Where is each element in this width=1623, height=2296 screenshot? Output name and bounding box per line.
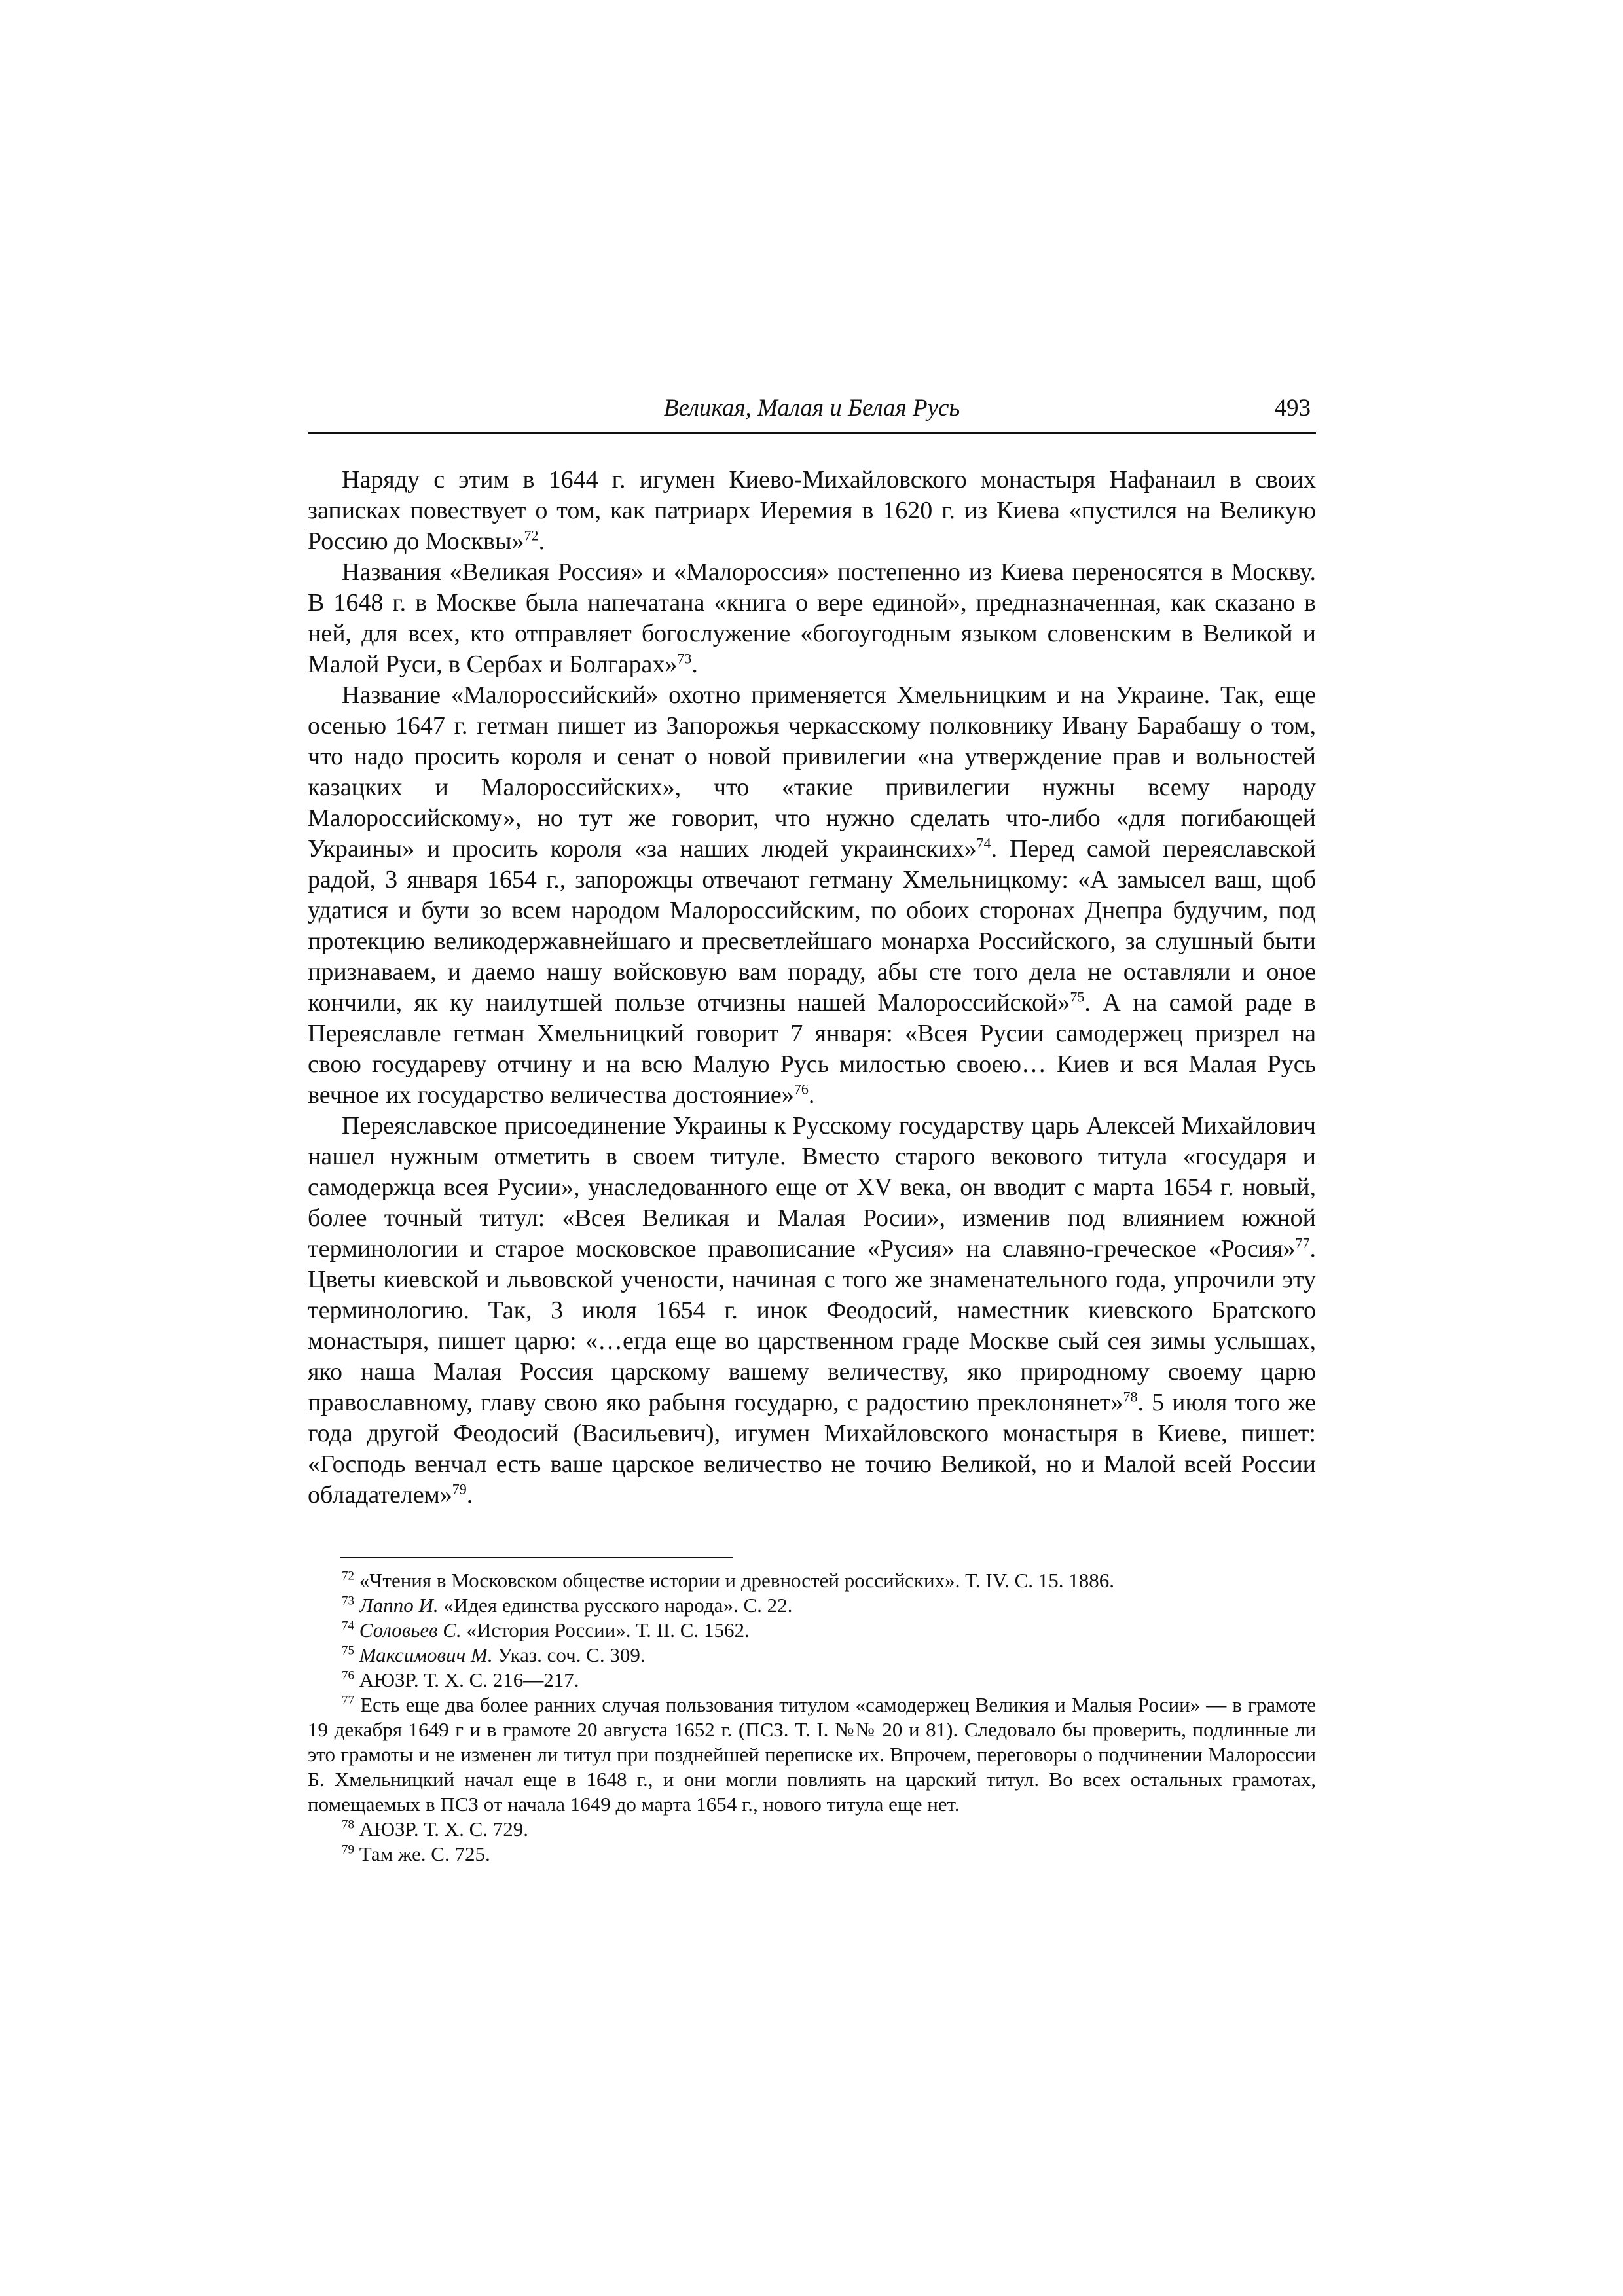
text-run: . (808, 1081, 815, 1109)
text-run: . (691, 651, 698, 678)
page-number: 493 (1274, 395, 1311, 422)
text-run: Название «Малороссийский» охотно применяется Хмельницким и на Украине. Так, еще осенью 1647 г. гетман пишет из Запорожья черкасскому полковнику Ивану Барабашу о том, что надо просить короля и сенат о новой привилегии «на утверждение прав и вольностей казацких и Малороссийских», что «такие привилегии нужны всему народу Малороссийскому», но тут же говорит, что нужно сделать что-либо «для погибающей Украины» и просить короля «за наших людей украинских» (308, 681, 1316, 863)
text-run: «Чтения в Московском обществе истории и древностей российских». Т. IV. С. 15. 1886. (359, 1569, 1115, 1592)
paragraph (308, 465, 1316, 557)
footnote-number: 75 (342, 1643, 354, 1658)
author-name: Лаппо И. (359, 1594, 439, 1617)
main-text (308, 465, 1316, 1511)
footnote-reference: 79 (452, 1480, 467, 1498)
footnote (308, 1593, 1316, 1618)
footnote-reference: 75 (1070, 988, 1085, 1005)
text-run: . Цветы киевской и львовской учености, начиная с того же знаменательного года, упрочили эту терминологию. Так, 3 июля 1654 г. инок Феодосий, наместник киевского Братского монастыря, пишет царю: «…егда еще во царственном граде Москве сый сея зимы услышах, яко наша Малая Россия царскому вашему величеству, яко природному своему царю православному, главу свою яко рабыня государю, с радостию преклонянет» (308, 1235, 1316, 1416)
footnote (308, 1643, 1316, 1668)
footnote (308, 1668, 1316, 1693)
footnote-number: 74 (342, 1619, 354, 1633)
footnote-reference: 74 (976, 834, 991, 852)
text-run: Там же. С. 725. (359, 1842, 490, 1865)
text-run: Названия «Великая Россия» и «Малороссия» постепенно из Киева переносятся в Москву. В 1648 г. в Москве была напечатана «книга о вере единой», предназначенная, как сказано в ней, для всех, кто отправляет богослужение «богоугодным языком словенским в Великой и Малой Руси, в Сербах и Болгарах» (308, 558, 1316, 678)
text-run: «Идея единства русского народа». С. 22. (438, 1594, 793, 1617)
footnote-number: 73 (342, 1594, 354, 1608)
paragraph (308, 557, 1316, 680)
footnote-reference: 78 (1123, 1388, 1138, 1405)
text-run: . (466, 1481, 473, 1509)
running-title: Великая, Малая и Белая Русь (663, 395, 960, 422)
footnote (308, 1842, 1316, 1867)
text-run: . А на самой раде в Переяславле гетман Хмельницкий говорит 7 января: «Всея Русии самодержец призрел на свою государеву отчину и на всю Малую Русь милостью своею… Киев и вся Малая Русь вечное их государство величества достояние» (308, 989, 1316, 1109)
footnote-reference: 72 (524, 527, 539, 544)
footnote (308, 1693, 1316, 1817)
footnote-number: 77 (342, 1693, 354, 1708)
footnote-number: 76 (342, 1668, 354, 1683)
footnote (308, 1568, 1316, 1593)
text-run: Переяславское присоединение Украины к Русскому государству царь Алексей Михайлович нашел нужным отметить в своем титуле. Вместо старого векового титула «государя и самодержца всея Русии», унаследованного еще от XV века, он вводит с марта 1654 г. новый, более точный титул: «Всея Великая и Малая Росии», изменив под влиянием южной терминологии и старое московское правописание «Русия» на славяно-греческое «Росия» (308, 1112, 1316, 1263)
author-name: Соловьев С. (359, 1619, 462, 1641)
text-run: АЮЗР. Т. X. С. 729. (359, 1818, 529, 1840)
footnote-number: 78 (342, 1818, 354, 1832)
footnote-number: 79 (342, 1842, 354, 1857)
footnote-number: 72 (342, 1569, 354, 1583)
footnote-reference: 76 (793, 1081, 809, 1098)
text-run: Наряду с этим в 1644 г. игумен Киево-Михайловского монастыря Нафанаил в своих записках повествует о том, как патриарх Иеремия в 1620 г. из Киева «пустился на Великую Россию до Москвы» (308, 466, 1316, 555)
footnote-reference: 77 (1295, 1234, 1310, 1251)
footnotes (308, 1568, 1316, 1867)
text-run: «История России». Т. II. С. 1562. (461, 1619, 750, 1641)
paragraph (308, 680, 1316, 1111)
footnote-separator (340, 1557, 733, 1558)
paragraph (308, 1111, 1316, 1511)
text-run: . Перед самой переяславской радой, 3 января 1654 г., запорожцы отвечают гетману Хмельницкому: «А замысел ваш, щоб удатися и бути зо всем народом Малороссийским, по обоих сторонах Днепра будучим, под протекцию великодержавнейшаго и пресветлейшаго монарха Российского, за слушный быти признаваем, и даемо нашу войсковую вам пораду, абы сте того дела не оставляли и оное кончили, як ку наилутшей пользе отчизны нашей Малороссийской» (308, 835, 1316, 1016)
text-run: Есть еще два более ранних случая пользования титулом «самодержец Великия и Малыя Росии» — в грамоте 19 декабря 1649 г и в грамоте 20 августа 1652 г. (ПСЗ. Т. I. №№ 20 и 81). Следовало бы проверить, подлинные ли это грамоты и не изменен ли титул при позднейшей переписке их. Впрочем, переговоры о подчинении Малороссии Б. Хмельницкий начал еще в 1648 г., и они могли повлиять на царский титул. Во всех остальных грамотах, помещаемых в ПСЗ от начала 1649 до марта 1654 г., нового титула еще нет. (308, 1693, 1317, 1816)
author-name: Максимович М. (359, 1643, 493, 1666)
footnote (308, 1618, 1316, 1643)
footnote-reference: 73 (677, 650, 692, 667)
text-run: Указ. соч. С. 309. (492, 1643, 646, 1666)
footnote (308, 1817, 1316, 1842)
text-run: АЮЗР. Т. X. С. 216—217. (359, 1668, 579, 1691)
text-run: . 5 июля того же года другой Феодосий (Васильевич), игумен Михайловского монастыря в Киеве, пишет: «Господь венчал есть ваше царское величество не точию Великой, но и Малой всей России обладателем» (308, 1389, 1316, 1509)
running-header (308, 391, 1316, 434)
text-run: . (538, 528, 545, 555)
